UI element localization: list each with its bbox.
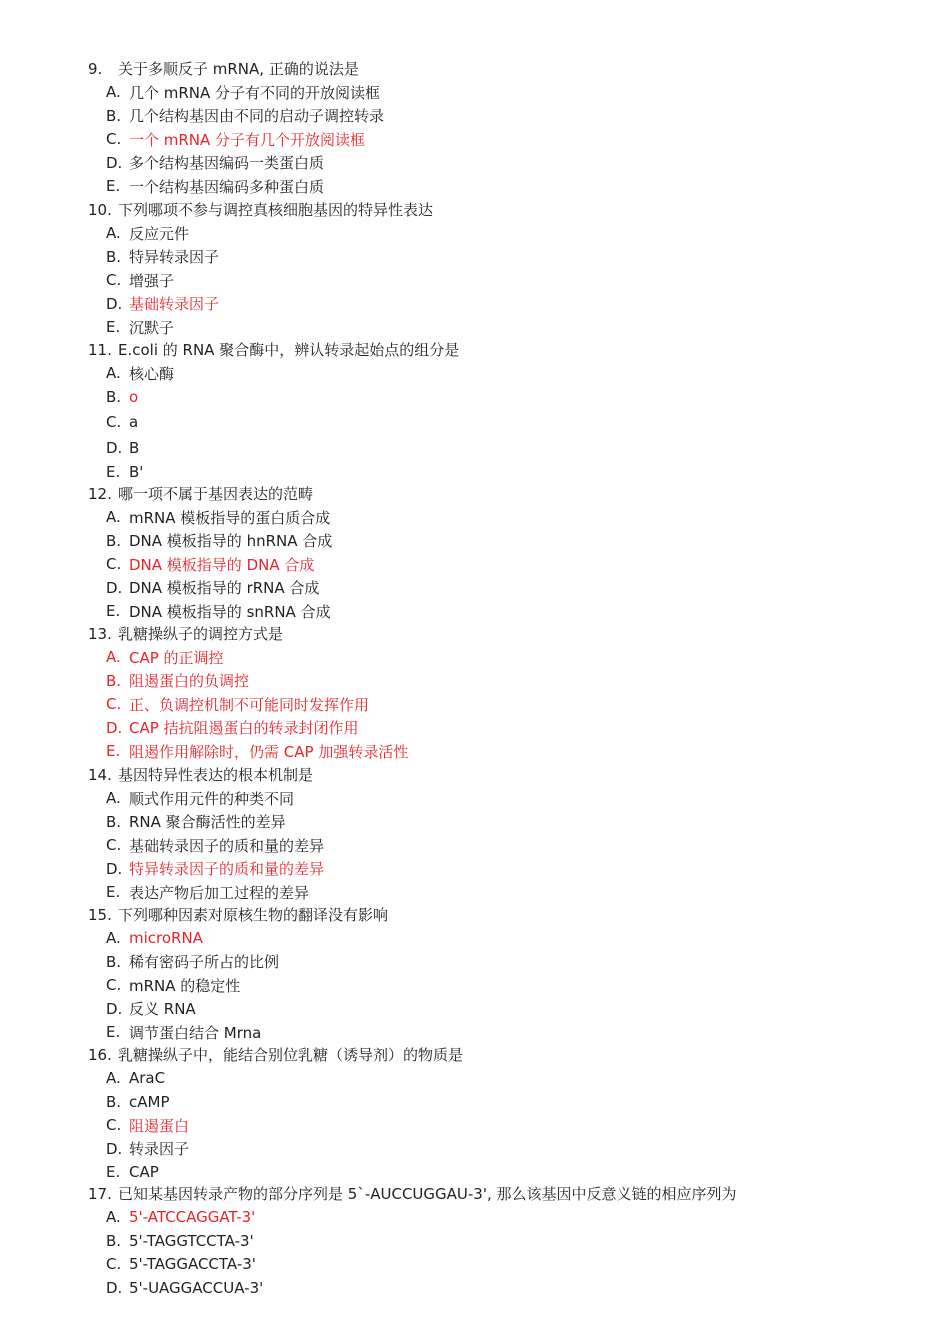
option-letter: B. (106, 247, 122, 266)
option-letter: C. (106, 130, 122, 149)
option-text: 顺式作用元件的种类不同 (129, 789, 295, 808)
option-text: B (129, 438, 140, 457)
option-e (0, 175, 384, 199)
option-e (0, 881, 324, 905)
option-text: 增强子 (129, 271, 175, 290)
option-letter: E. (106, 177, 121, 196)
option-text-correct: 阻遏蛋白 (129, 1116, 190, 1135)
option-letter: A. (106, 1208, 121, 1227)
option-letter: C. (106, 271, 122, 290)
option-a (0, 222, 433, 246)
question-stem (0, 57, 384, 81)
option-text-correct: 阻遏蛋白的负调控 (129, 672, 250, 691)
question-stem (0, 482, 332, 506)
question-10 (0, 198, 433, 339)
option-letter: D. (106, 1278, 123, 1297)
option-d (0, 151, 384, 175)
option-text: 特异转录因子 (129, 248, 220, 267)
question-number: 12. (88, 484, 112, 503)
option-letter: E. (106, 1163, 121, 1182)
option-b (0, 104, 384, 128)
option-letter: C. (106, 695, 122, 714)
option-text: 几个结构基因由不同的启动子调控转录 (129, 107, 385, 126)
option-text: RNA 聚合酶活性的差异 (129, 813, 286, 832)
option-c (0, 269, 433, 293)
option-a (0, 646, 408, 670)
option-d (0, 576, 332, 600)
option-c (0, 409, 459, 435)
option-a (0, 1206, 737, 1230)
option-letter: C. (106, 976, 122, 995)
option-letter: A. (106, 364, 121, 383)
option-letter: A. (106, 83, 121, 102)
option-letter: C. (106, 555, 122, 574)
option-letter: D. (106, 718, 123, 737)
option-letter: D. (106, 1139, 123, 1158)
option-text: cAMP (129, 1092, 170, 1111)
option-b (0, 1229, 737, 1253)
option-letter: B. (106, 1092, 122, 1111)
option-letter: C. (106, 1116, 122, 1135)
option-d (0, 716, 408, 740)
question-number: 16. (88, 1045, 112, 1064)
option-letter: C. (106, 412, 122, 431)
question-number: 15. (88, 905, 112, 924)
option-text-correct: microRNA (129, 929, 203, 948)
option-text: CAP (129, 1163, 159, 1182)
option-b (0, 950, 388, 974)
option-text-correct: 正、负调控机制不可能同时发挥作用 (129, 695, 370, 714)
option-text: 一个结构基因编码多种蛋白质 (129, 177, 325, 196)
option-letter: B. (106, 952, 122, 971)
option-d (0, 1137, 463, 1161)
option-text: 转录因子 (129, 1140, 190, 1159)
option-text: DNA 模板指导的 hnRNA 合成 (129, 532, 333, 551)
question-stem (0, 763, 324, 787)
question-16 (0, 1043, 463, 1184)
question-text: 乳糖操纵子的调控方式是 (118, 625, 284, 644)
option-d (0, 857, 324, 881)
option-e (0, 1021, 388, 1045)
option-a (0, 506, 332, 530)
option-letter: E. (106, 602, 121, 621)
question-number: 14. (88, 765, 112, 784)
option-text: DNA 模板指导的 rRNA 合成 (129, 579, 320, 598)
option-d (0, 1276, 737, 1300)
option-text: 核心酶 (129, 364, 175, 383)
option-a (0, 1067, 463, 1091)
option-text: 5'-TAGGACCTA-3' (129, 1255, 256, 1274)
question-stem (0, 903, 388, 927)
option-letter: E. (106, 318, 121, 337)
option-e (0, 1161, 463, 1185)
option-text: 调节蛋白结合 Mrna (129, 1023, 262, 1042)
question-text: 已知某基因转录产物的部分序列是 5`-AUCCUGGAU-3', 那么该基因中反意义链的相应序列为 (118, 1185, 737, 1204)
option-text: B' (129, 463, 144, 482)
option-text: 稀有密码子所占的比例 (129, 953, 280, 972)
question-12 (0, 482, 332, 623)
option-letter: A. (106, 929, 121, 948)
option-d (0, 435, 459, 461)
option-text-correct: DNA 模板指导的 DNA 合成 (129, 555, 315, 574)
option-text: 多个结构基因编码一类蛋白质 (129, 154, 325, 173)
option-b (0, 385, 459, 409)
question-text: 乳糖操纵子中，能结合别位乳糖（诱导剂）的物质是 (118, 1046, 464, 1065)
option-c (0, 693, 408, 717)
question-text: 哪一项不属于基因表达的范畴 (118, 485, 314, 504)
question-17 (0, 1182, 737, 1300)
question-stem (0, 1043, 463, 1067)
option-text-correct: 基础转录因子 (129, 295, 220, 314)
option-d (0, 292, 433, 316)
option-letter: C. (106, 836, 122, 855)
option-letter: D. (106, 859, 123, 878)
option-letter: D. (106, 153, 123, 172)
question-text: 下列哪种因素对原核生物的翻译没有影响 (118, 906, 389, 925)
option-text: 沉默子 (129, 318, 175, 337)
option-text-correct: o (129, 387, 139, 406)
question-text: E.coli 的 RNA 聚合酶中，辨认转录起始点的组分是 (118, 341, 460, 360)
option-text: 表达产物后加工过程的差异 (129, 883, 310, 902)
option-text: 5'-UAGGACCUA-3' (129, 1278, 264, 1297)
option-b (0, 529, 332, 553)
question-number: 17. (88, 1184, 112, 1203)
option-b (0, 810, 324, 834)
option-c (0, 128, 384, 152)
option-letter: B. (106, 531, 122, 550)
question-number: 10. (88, 200, 112, 219)
option-text: 反义 RNA (129, 1000, 196, 1019)
option-letter: C. (106, 1255, 122, 1274)
option-text: mRNA 模板指导的蛋白质合成 (129, 508, 331, 527)
question-stem (0, 622, 408, 646)
option-letter: A. (106, 224, 121, 243)
option-letter: B. (106, 387, 122, 406)
option-d (0, 997, 388, 1021)
option-text-correct: 5'-ATCCAGGAT-3' (129, 1208, 256, 1227)
option-text: mRNA 的稳定性 (129, 976, 241, 995)
option-text-correct: CAP 拮抗阻遏蛋白的转录封闭作用 (129, 719, 359, 738)
option-letter: A. (106, 1069, 121, 1088)
question-number: 13. (88, 624, 112, 643)
option-c (0, 553, 332, 577)
question-11 (0, 338, 459, 484)
option-letter: A. (106, 648, 121, 667)
option-c (0, 834, 324, 858)
question-stem (0, 198, 433, 222)
option-b (0, 1090, 463, 1114)
option-a (0, 787, 324, 811)
option-text: AraC (129, 1069, 166, 1088)
option-c (0, 974, 388, 998)
option-a (0, 81, 384, 105)
option-text: 几个 mRNA 分子有不同的开放阅读框 (129, 83, 381, 102)
option-text: 5'-TAGGTCCTA-3' (129, 1231, 254, 1250)
option-letter: B. (106, 1231, 122, 1250)
option-e (0, 461, 459, 485)
option-text: 基础转录因子的质和量的差异 (129, 836, 325, 855)
option-text-correct: 阻遏作用解除时，仍需 CAP 加强转录活性 (129, 742, 409, 761)
option-letter: D. (106, 999, 123, 1018)
option-b (0, 669, 408, 693)
option-text: 反应元件 (129, 224, 190, 243)
option-text: a (129, 412, 139, 431)
question-text: 关于多顺反子 mRNA, 正确的说法是 (118, 60, 359, 79)
option-letter: B. (106, 106, 122, 125)
option-text-correct: CAP 的正调控 (129, 648, 224, 667)
option-letter: E. (106, 883, 121, 902)
option-letter: B. (106, 812, 122, 831)
question-text: 下列哪项不参与调控真核细胞基因的特异性表达 (118, 201, 434, 220)
question-number: 11. (88, 340, 112, 359)
option-e (0, 600, 332, 624)
question-9 (0, 57, 384, 198)
option-letter: E. (106, 463, 121, 482)
option-letter: D. (106, 438, 123, 457)
option-c (0, 1253, 737, 1277)
option-letter: A. (106, 789, 121, 808)
question-text: 基因特异性表达的根本机制是 (118, 766, 314, 785)
option-letter: B. (106, 671, 122, 690)
question-stem (0, 1182, 737, 1206)
option-letter: D. (106, 578, 123, 597)
question-15 (0, 903, 388, 1044)
option-e (0, 316, 433, 340)
option-b (0, 245, 433, 269)
option-text: DNA 模板指导的 snRNA 合成 (129, 602, 331, 621)
question-14 (0, 763, 324, 904)
option-text-correct: 一个 mRNA 分子有几个开放阅读框 (129, 130, 366, 149)
option-letter: E. (106, 1023, 121, 1042)
question-number: 9. (88, 59, 103, 78)
question-13 (0, 622, 408, 763)
option-letter: E. (106, 742, 121, 761)
option-letter: D. (106, 294, 123, 313)
question-stem (0, 338, 459, 362)
option-a (0, 927, 388, 951)
option-a (0, 362, 459, 386)
option-c (0, 1114, 463, 1138)
option-e (0, 740, 408, 764)
option-text-correct: 特异转录因子的质和量的差异 (129, 860, 325, 879)
option-letter: A. (106, 508, 121, 527)
